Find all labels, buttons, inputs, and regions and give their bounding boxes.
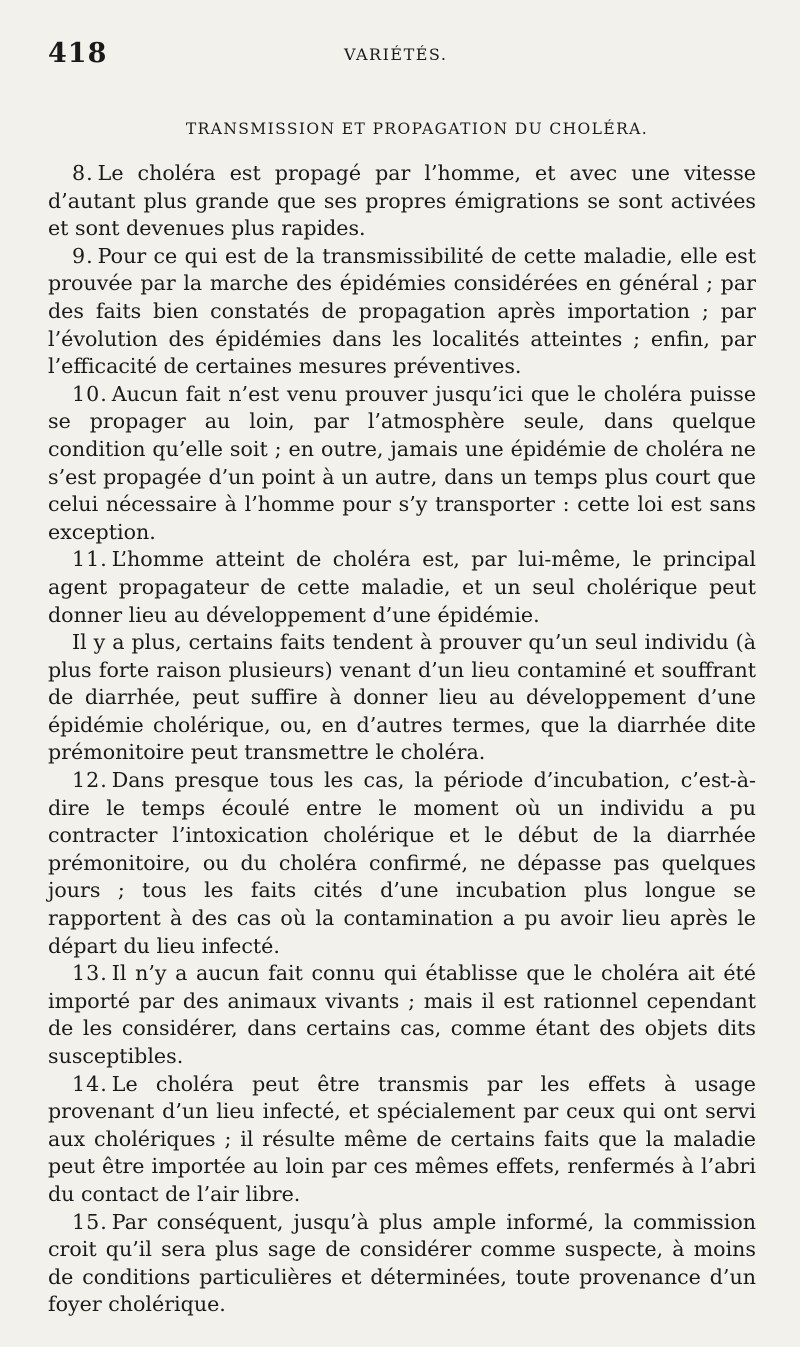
paragraph-11 xyxy=(48,546,756,629)
paragraph-text: Par conséquent, jusqu’à plus ample informé, la commission croit qu’il sera plus sage de considérer comme suspecte, à moins de conditions particulières et déterminées, toute provenance d’un foyer cholérique. xyxy=(48,1209,756,1317)
paragraph-9 xyxy=(48,243,756,381)
section-title: TRANSMISSION ET PROPAGATION DU CHOLÉRA. xyxy=(185,120,649,138)
paragraph-text: Dans presque tous les cas, la période d’incubation, c’est-à-dire le temps écoulé entre le moment où un individu a pu contracter l’intoxication cholérique et le début de la diarrhée prémonitoire, ou du choléra confirmé, ne dépasse pas quelques jours ; tous les faits cités d’une incubation plus longue se rapportent à des cas où la contamination a pu avoir lieu après le départ du lieu infecté. xyxy=(48,768,756,958)
paragraph-15 xyxy=(48,1209,756,1319)
paragraph-text: Le choléra est propagé par l’homme, et avec une vitesse d’autant plus grande que ses propres émigrations se sont activées et sont devenues plus rapides. xyxy=(48,161,756,241)
page-header xyxy=(48,38,756,78)
paragraph-text: L’homme atteint de choléra est, par lui-même, le principal agent propagateur de cette maladie, et un seul cholérique peut donner lieu au développement d’une épidémie. xyxy=(48,547,756,627)
paragraph-14 xyxy=(48,1071,756,1209)
running-head: VARIÉTÉS. xyxy=(344,45,448,64)
body-text xyxy=(48,160,756,1319)
paragraph-text: Il y a plus, certains faits tendent à prouver qu’un seul individu (à plus forte raison plusieurs) venant d’un lieu contaminé et souffrant de diarrhée, peut suffire à donner lieu au développement d’une épidémie cholérique, ou, en d’autres termes, que la diarrhée dite prémonitoire peut transmettre le choléra. xyxy=(48,630,756,765)
paragraph-number: 11. xyxy=(72,547,108,572)
paragraph-13 xyxy=(48,960,756,1070)
paragraph-text: Il n’y a aucun fait connu qui établisse que le choléra ait été importé par des animaux vivants ; mais il est rationnel cependant de les considérer, dans certains cas, comme étant des objets dits susceptibles. xyxy=(48,961,756,1068)
paragraph-number: 14. xyxy=(72,1071,108,1096)
paragraph-text: Aucun fait n’est venu prouver jusqu’ici que le choléra puisse se propager au loin, par l’atmosphère seule, dans quelque condition qu’elle soit ; en outre, jamais une épidémie de choléra ne s’est propagée d’un point à un autre, dans un temps plus court que celui nécessaire à l’homme pour s’y transporter : cette loi est sans exception. xyxy=(48,381,756,544)
paragraph-text: Pour ce qui est de la transmissibilité de cette maladie, elle est prouvée par la marche des épidémies considérées en général ; par des faits bien constatés de propagation après importation ; par l’évolution des épidémies dans les localités atteintes ; enfin, par l’efficacité de certaines mesures préventives. xyxy=(48,243,756,379)
paragraph-number: 8. xyxy=(72,161,94,185)
paragraph-number: 9. xyxy=(72,243,94,268)
paragraph-10 xyxy=(48,381,756,547)
paragraph-11-continued xyxy=(48,629,756,767)
paragraph-number: 13. xyxy=(72,961,108,986)
paragraph-8 xyxy=(48,160,756,243)
paragraph-text: Le choléra peut être transmis par les effets à usage provenant d’un lieu infecté, et spécialement par ceux qui ont servi aux cholériques ; il résulte même de certains faits que la maladie peut être importée au loin par ces mêmes effets, renfermés à l’abri du contact de l’air libre. xyxy=(48,1071,756,1206)
paragraph-number: 12. xyxy=(72,768,108,793)
paragraph-number: 15. xyxy=(72,1209,108,1234)
paragraph-number: 10. xyxy=(72,381,108,406)
page-number: 418 xyxy=(48,38,108,69)
paragraph-12 xyxy=(48,767,756,960)
